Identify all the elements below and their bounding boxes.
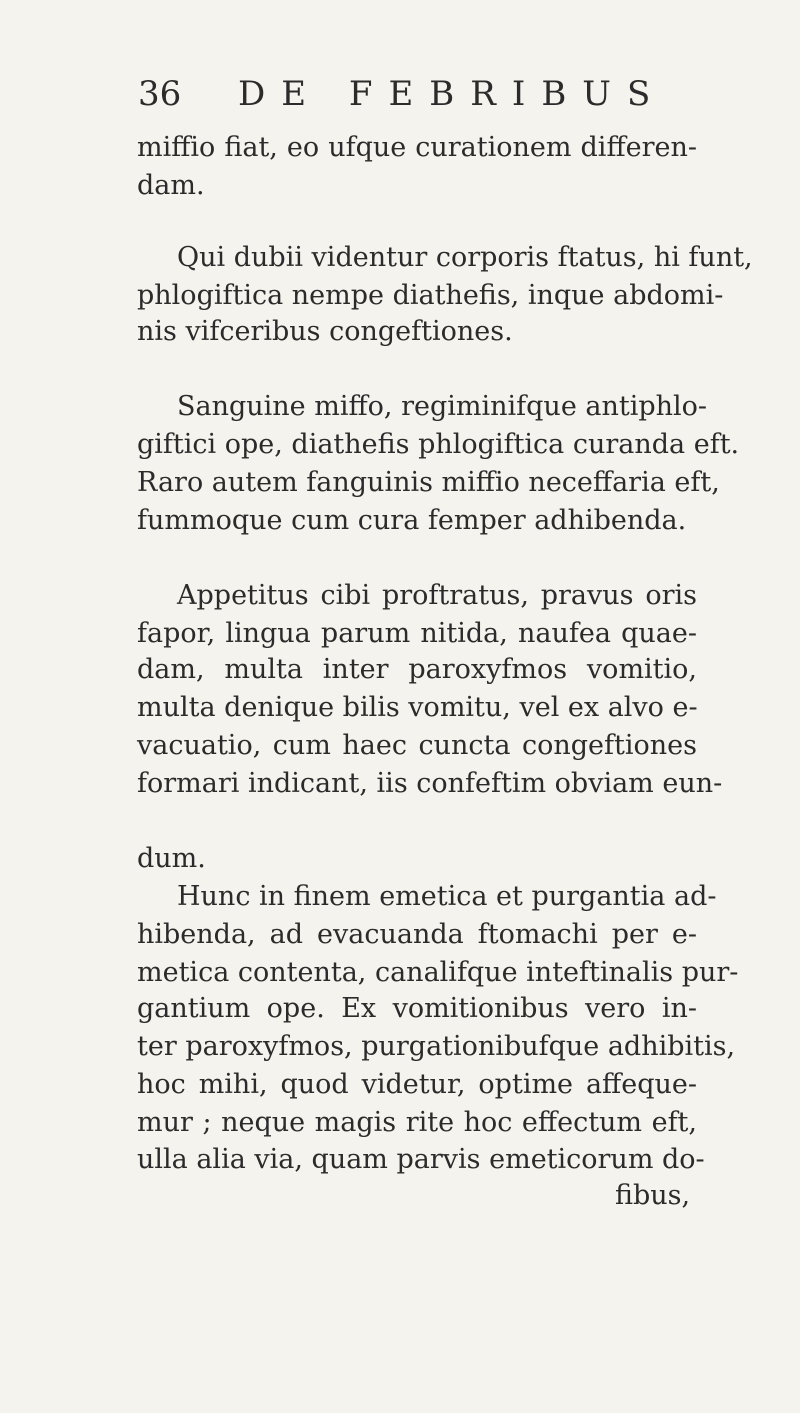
line-9: fummoque cum cura femper adhibenda. bbox=[137, 505, 687, 536]
line-16: dum. bbox=[137, 843, 206, 874]
line-7: giftici ope, diathefis phlogiftica curanda eft. bbox=[137, 429, 740, 460]
line-14: vacuatio, cum haec cuncta congeftiones bbox=[137, 730, 697, 761]
running-head bbox=[138, 70, 698, 118]
line-20: gantium ope. Ex vomitionibus vero in- bbox=[137, 993, 697, 1024]
line-25: fibus, bbox=[615, 1180, 691, 1211]
line-13: multa denique bilis vomitu, vel ex alvo e- bbox=[137, 692, 698, 723]
line-12: dam, multa inter paroxyfmos vomitio, bbox=[137, 654, 697, 685]
line-19: metica contenta, canalifque inteftinalis pur- bbox=[137, 957, 739, 988]
line-2: dam. bbox=[137, 170, 205, 201]
line-17: Hunc in finem emetica et purgantia ad- bbox=[177, 881, 717, 912]
line-23: mur ; neque magis rite hoc effectum eft, bbox=[137, 1107, 697, 1138]
line-21: ter paroxyfmos, purgationibufque adhibitis, bbox=[137, 1031, 736, 1062]
line-10: Appetitus cibi proftratus, pravus oris bbox=[177, 580, 697, 611]
line-15: formari indicant, iis confeftim obviam eun- bbox=[137, 768, 723, 799]
page-number: 36 bbox=[138, 74, 182, 114]
line-24: ulla alia via, quam parvis emeticorum do- bbox=[137, 1144, 705, 1175]
line-1: miffio fiat, eo ufque curationem differen- bbox=[137, 132, 697, 163]
line-3: Qui dubii videntur corporis ftatus, hi funt, bbox=[177, 242, 753, 273]
line-5: nis vifceribus congeftiones. bbox=[137, 316, 513, 347]
line-4: phlogiftica nempe diathefis, inque abdomi- bbox=[137, 280, 724, 311]
line-6: Sanguine miffo, regiminifque antiphlo- bbox=[177, 391, 708, 422]
running-title: DE FEBRIBUS bbox=[238, 74, 667, 114]
line-22: hoc mihi, quod videtur, optime affeque- bbox=[137, 1069, 697, 1100]
line-18: hibenda, ad evacuanda ftomachi per e- bbox=[137, 919, 697, 950]
line-8: Raro autem fanguinis miffio neceffaria eft, bbox=[137, 467, 720, 498]
line-11: fapor, lingua parum nitida, naufea quae- bbox=[137, 618, 697, 649]
